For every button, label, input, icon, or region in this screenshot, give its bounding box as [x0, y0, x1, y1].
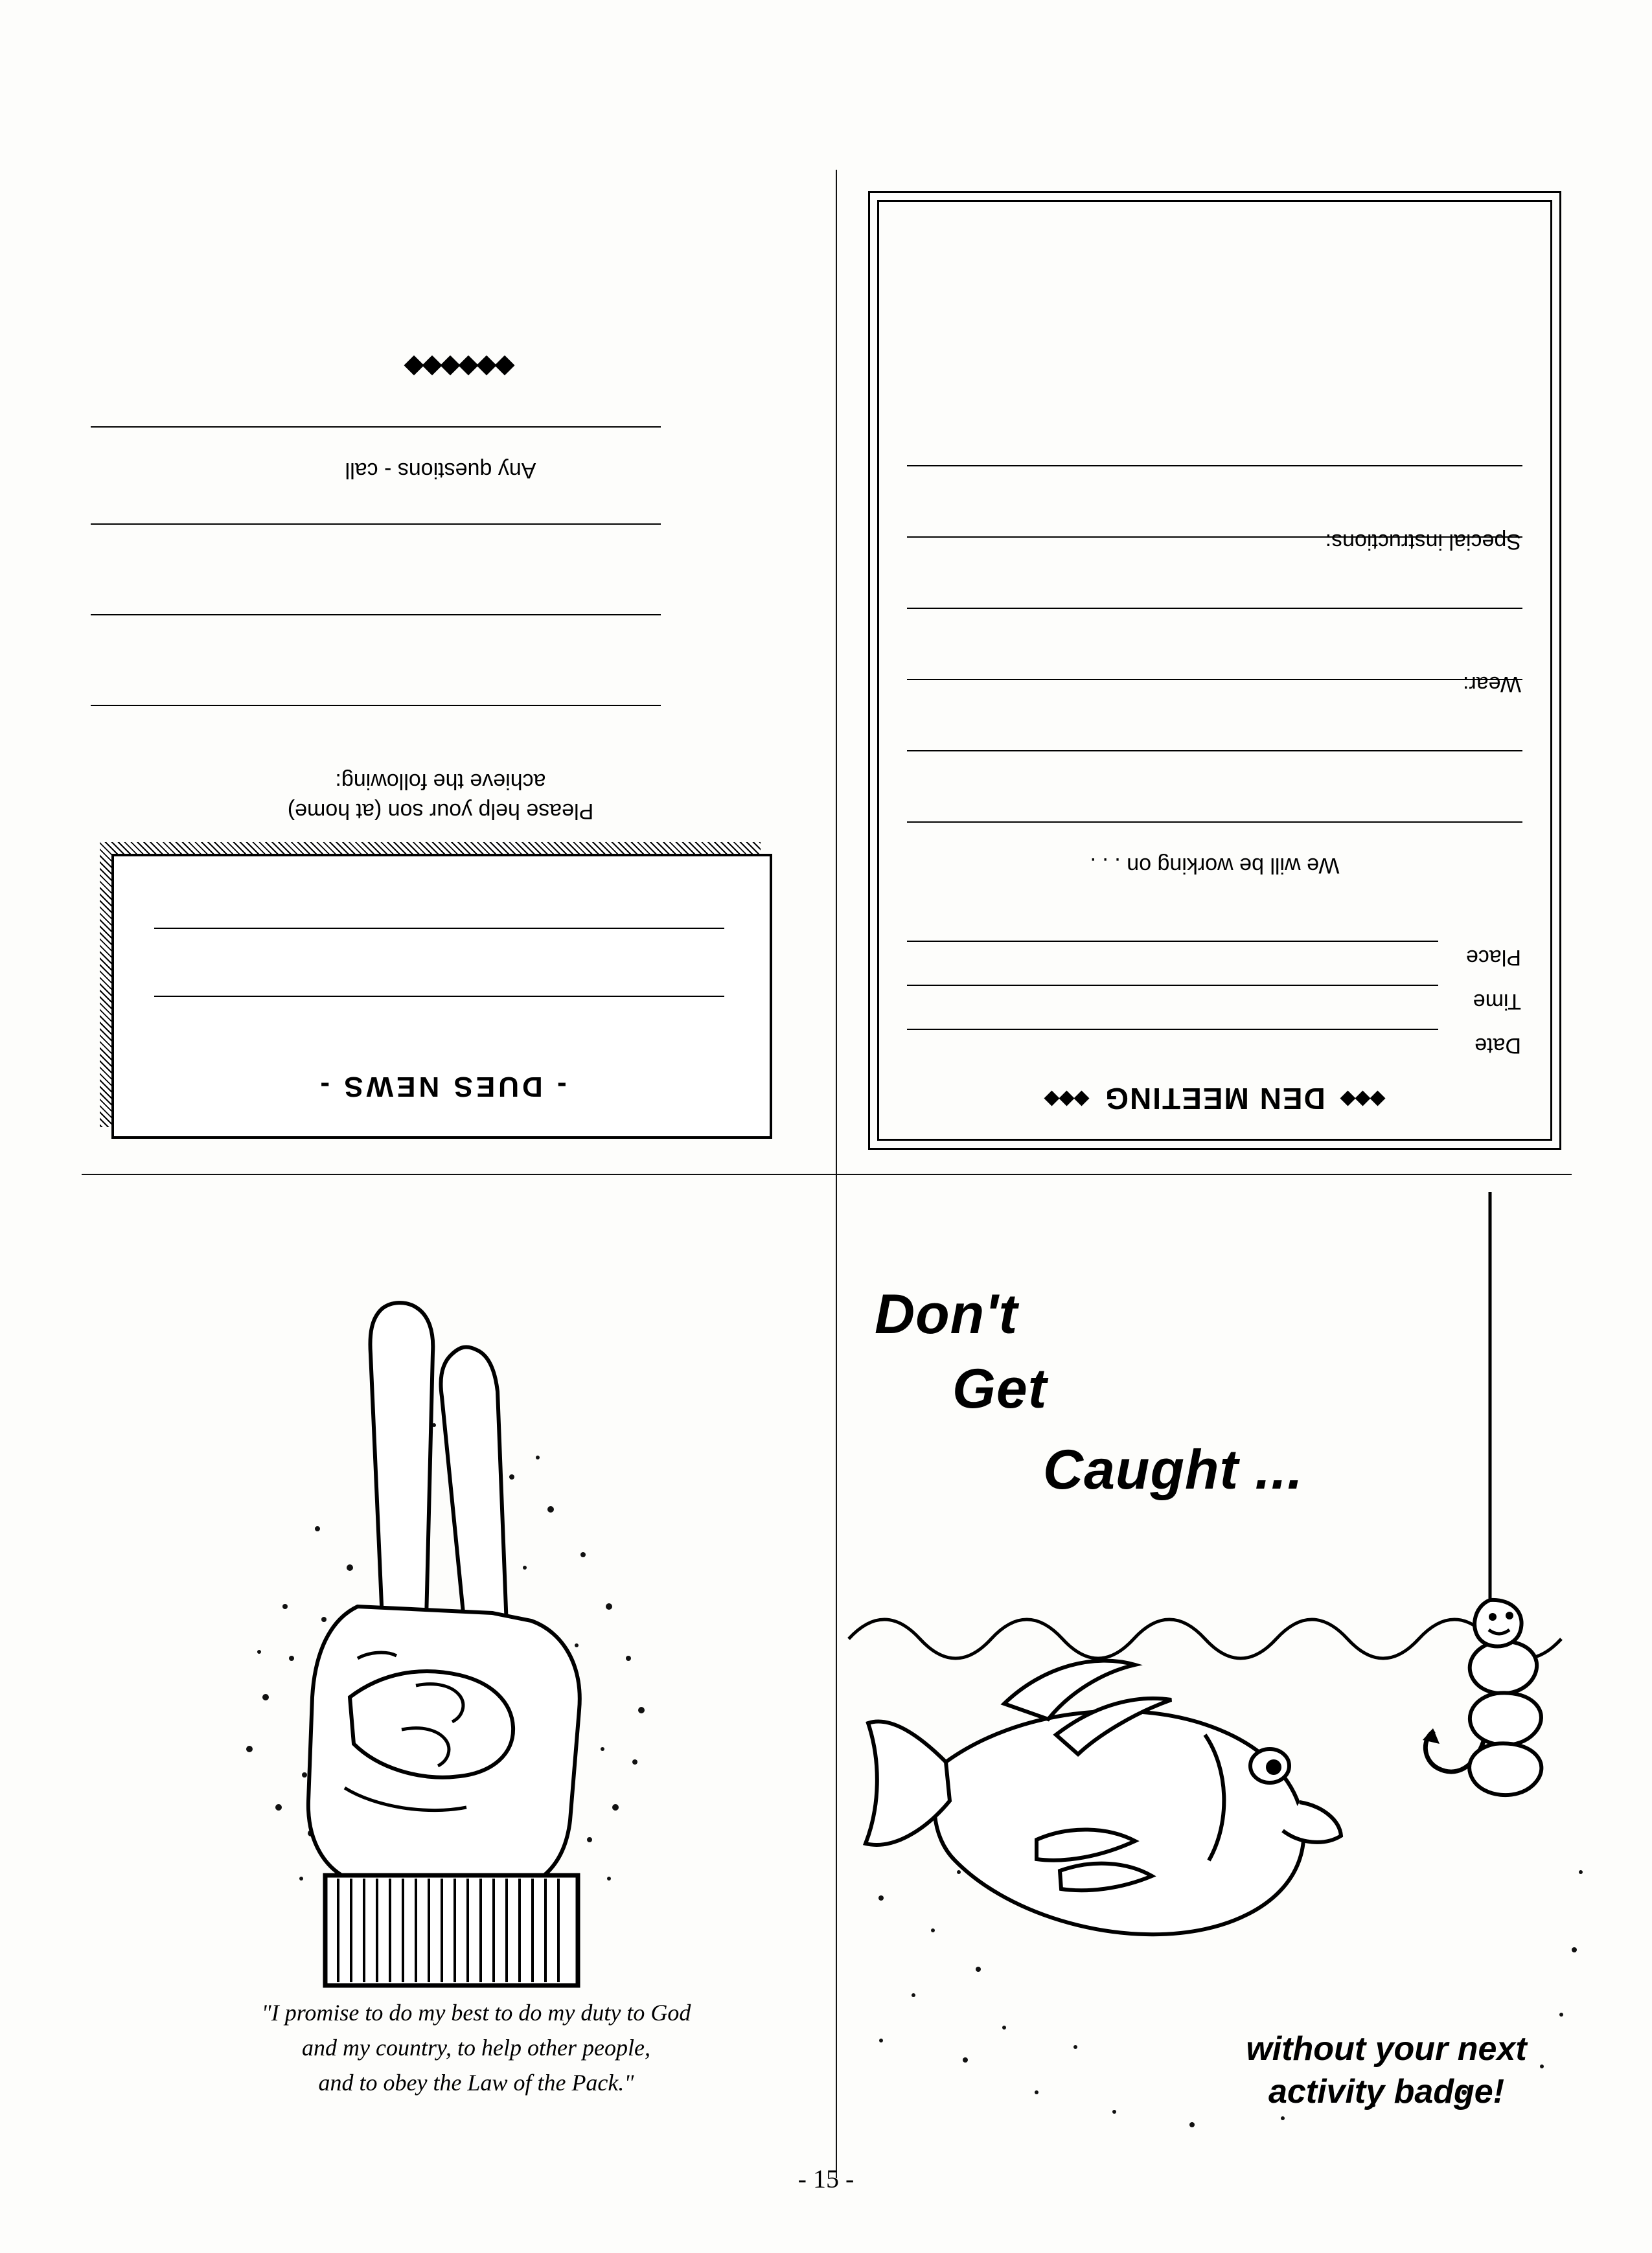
den-field-label-time: Time [1473, 989, 1521, 1014]
cub-scout-sign-hand [188, 1205, 739, 1989]
special-instructions-label: Special instructions: [1325, 529, 1521, 554]
dues-blank-line[interactable] [91, 523, 661, 525]
promise-line-3: and to obey the Law of the Pack." [318, 2070, 634, 2096]
dues-news-box [111, 854, 772, 1139]
tagline-line-2: activity badge! [1268, 2073, 1505, 2110]
den-blank-line[interactable] [907, 465, 1522, 466]
tagline-line-1: without your next [1246, 2030, 1527, 2068]
diamond-ornament-right [1046, 1093, 1087, 1104]
diamond-icon [1355, 1091, 1370, 1106]
den-meeting-inner-border [877, 200, 1552, 1141]
cub-scout-sign-panel [117, 1192, 823, 2157]
den-field-label-place: Place [1465, 945, 1521, 970]
den-field-label-date: Date [1474, 1033, 1521, 1058]
den-blank-line[interactable] [907, 608, 1522, 609]
dues-instruction-line-1: Please help your son (at home) [287, 799, 594, 823]
dues-write-line[interactable] [154, 928, 724, 929]
den-meeting-title-row [868, 1081, 1561, 1116]
diamond-icon [404, 355, 424, 375]
den-meeting-title: DEN MEETING [1104, 1082, 1325, 1115]
headline-word-3: Caught ... [1043, 1439, 1303, 1501]
horizontal-fold-line [82, 1174, 1572, 1175]
cub-scout-promise [143, 1995, 810, 2100]
diamond-icon [476, 355, 496, 375]
diamond-ornament-left [1342, 1093, 1383, 1104]
dues-phone-line[interactable] [91, 426, 661, 428]
diamond-icon [440, 355, 460, 375]
diamond-icon [458, 355, 478, 375]
den-meeting-panel [868, 191, 1561, 1150]
diamond-icon [1059, 1091, 1075, 1106]
diamond-icon [422, 355, 442, 375]
den-field-line-time[interactable] [907, 985, 1438, 986]
diamond-icon [1370, 1091, 1385, 1106]
den-blank-line[interactable] [907, 679, 1522, 680]
dues-news-title: - DUES NEWS - [317, 1071, 567, 1103]
diamond-icon [1340, 1091, 1355, 1106]
diamond-ornament [407, 358, 512, 372]
dues-news-panel [91, 181, 790, 1153]
dues-instruction-line-2: achieve the following: [335, 769, 546, 794]
diamond-icon [494, 355, 514, 375]
promise-line-1: "I promise to do my best to do my duty to God [261, 2000, 691, 2026]
den-blank-line[interactable] [907, 750, 1522, 751]
dont-get-caught-panel [842, 1185, 1607, 2177]
dues-blank-line[interactable] [91, 705, 661, 706]
wear-label: Wear: [1462, 672, 1521, 696]
activity-badge-tagline [1179, 2028, 1594, 2113]
page-number: - 15 - [797, 2164, 855, 2193]
diamond-icon [1044, 1091, 1060, 1106]
headline-word-1: Don't [875, 1283, 1018, 1345]
working-on-label: We will be working on . . . [1090, 853, 1340, 878]
diamond-icon [1074, 1091, 1090, 1106]
den-blank-line[interactable] [907, 821, 1522, 823]
dues-blank-line[interactable] [91, 614, 661, 615]
promise-line-2: and my country, to help other people, [302, 2035, 650, 2061]
den-field-line-date[interactable] [907, 1029, 1438, 1030]
any-questions-label: Any questions - call [345, 458, 536, 483]
den-field-line-place[interactable] [907, 941, 1438, 942]
dues-write-line[interactable] [154, 996, 724, 997]
headline-word-2: Get [952, 1358, 1048, 1420]
